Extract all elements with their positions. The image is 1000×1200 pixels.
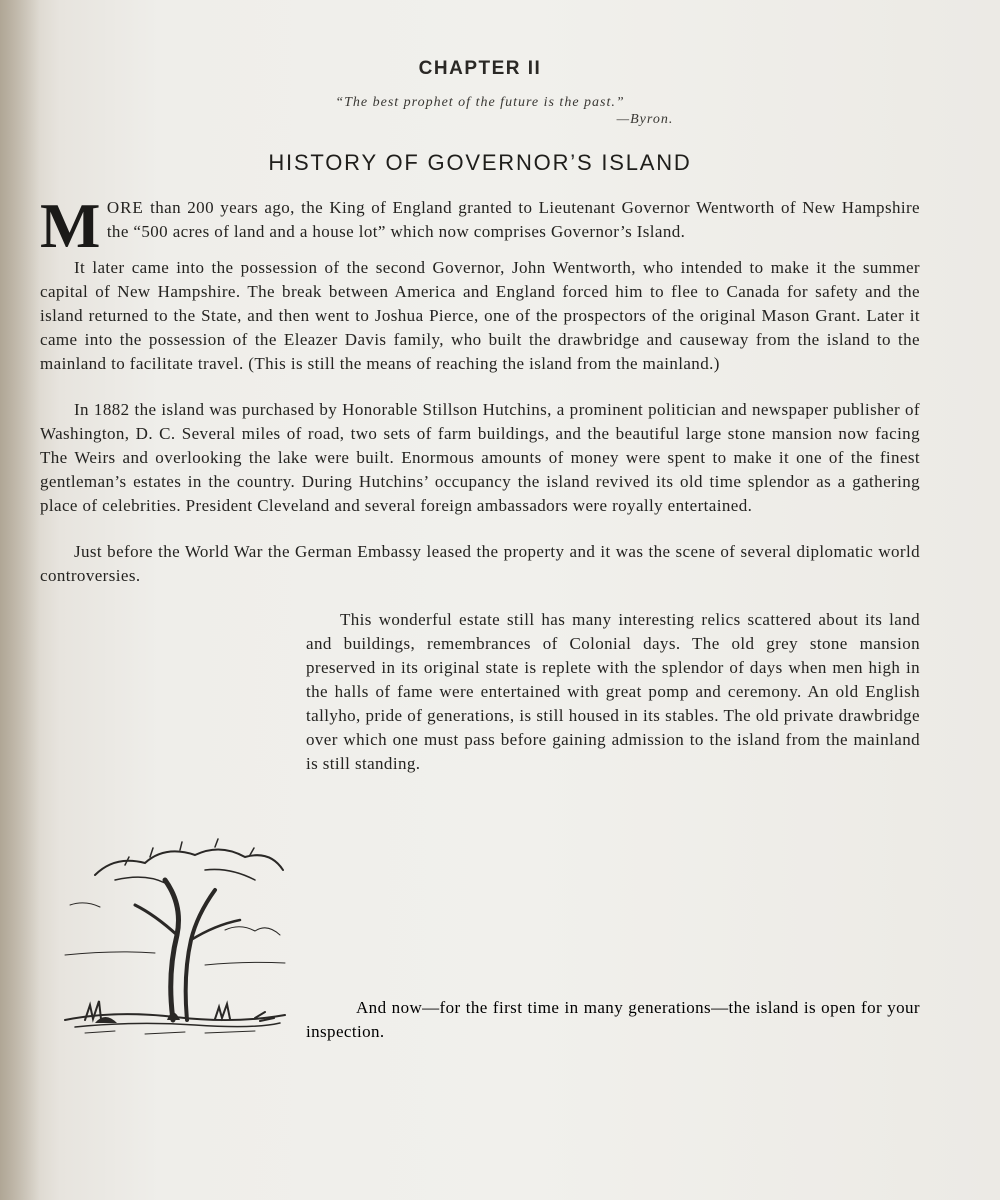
tree-sketch-icon — [55, 835, 295, 1045]
paragraph-1-text: than 200 years ago, the King of England granted to Lieutenant Governor Wentworth of New Hampshire the “500 acres of land and a house lot” which now comprises Governor’s Island. — [106, 198, 920, 241]
epigraph-quote: “The best prophet of the future is the past.” — [335, 95, 625, 110]
spine-shadow — [0, 0, 40, 1200]
paragraph-5-lead — [40, 608, 920, 776]
illustration-block — [55, 835, 295, 1045]
drop-cap: M — [40, 190, 101, 261]
paragraph-4: Just before the World War the German Embassy leased the property and it was the scene of several diplomatic world controversies. — [40, 542, 920, 585]
paragraph-3: In 1882 the island was purchased by Honorable Stillson Hutchins, a prominent politician and newspaper publisher of Washington, D. C. Several miles of road, two sets of farm buildings, and the beautiful large stone mansion now facing The Weirs and overlooking the lake were built. Enormous amounts of money were spent to make it one of the finest gentleman’s estates in the country. During Hutchins’ occupancy the island revived its old time splendor as a gathering place of celebrities. President Cleveland and several foreign ambassadors were royally entertained. — [40, 400, 920, 515]
chapter-title: HISTORY OF GOVERNOR’S ISLAND — [268, 150, 692, 175]
paragraph-6-block — [306, 982, 920, 1044]
paragraph-2: It later came into the possession of the second Governor, John Wentworth, who intended to make it the summer capital of New Hampshire. The break between America and England forced him to flee to Canada for safety and the island returned to the State, and then went to Joshua Pierce, one of the prospectors of the original Mason Grant. Later it came into the possession of the Eleazer Davis family, who built the drawbridge and causeway from the island to the mainland to facilitate travel. (This is still the means of reaching the island from the mainland.) — [40, 258, 920, 373]
epigraph-author: —Byron. — [616, 112, 674, 127]
epigraph — [40, 94, 920, 128]
paragraph-5-wrapper — [40, 608, 920, 776]
chapter-heading: CHAPTER II — [418, 58, 542, 79]
paragraph-5-text: This wonderful estate still has many interesting relics scattered about its land and buildings, remembrances of Colonial days. The old grey stone mansion preserved in its original state is replete with the splendor of days when men high in the halls of fame were entertained with great pomp and ceremony. An old English tallyho, pride of generations, is still housed in its stables. The old private drawbridge over which one must pass before gaining admission to the island from the mainland is still standing. — [306, 610, 920, 773]
chapter-content — [40, 40, 920, 840]
paragraph-6: And now—for the first time in many generations—the island is open for your inspection. — [306, 998, 920, 1041]
small-caps-lead: ORE — [106, 198, 144, 217]
paragraph-1 — [40, 190, 920, 261]
